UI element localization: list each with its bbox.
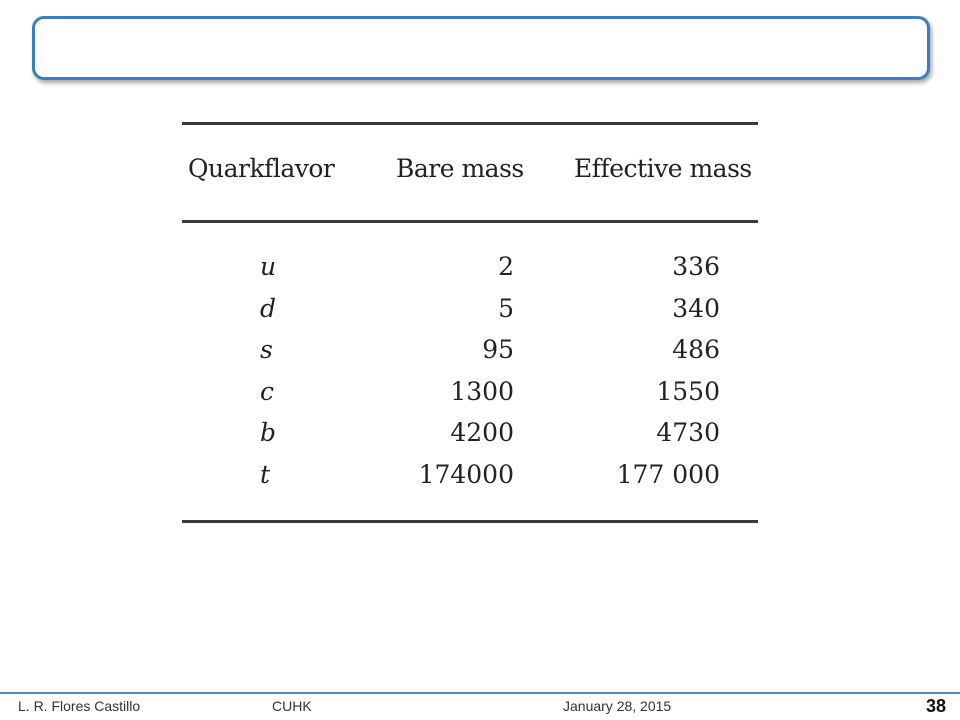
cell-effective-mass: 336 [672,252,720,281]
table-row [178,335,760,377]
table-top-rule [182,122,758,125]
table-header-rule [182,220,758,223]
table-row [178,294,760,336]
cell-effective-mass: 486 [672,335,720,364]
cell-bare-mass: 1300 [450,376,514,406]
header-bare-mass: Bare mass [396,154,524,183]
table-row [178,418,760,460]
table-row [178,252,760,294]
slide-title-box [32,16,930,80]
header-effective-mass: Effective mass [574,154,752,183]
cell-bare-mass: 4200 [450,418,514,447]
cell-effective-mass: 1550 [656,376,720,406]
cell-bare-mass: 174000 [418,459,514,489]
table-row [178,460,760,502]
footer-date: January 28, 2015 [563,698,672,714]
quark-mass-table [178,118,760,528]
footer-institution: CUHK [272,698,312,714]
cell-flavor: t [260,459,271,489]
cell-effective-mass: 340 [672,293,720,323]
table-bottom-rule [182,520,758,523]
cell-flavor: s [260,335,273,364]
cell-flavor: c [260,376,275,406]
table-body [178,252,760,501]
cell-effective-mass: 4730 [656,418,720,447]
cell-bare-mass: 5 [498,293,514,323]
cell-flavor: d [260,293,277,323]
table-row [178,377,760,419]
cell-flavor: b [260,418,277,447]
cell-effective-mass: 177 000 [616,459,720,489]
header-quark-flavor: Quarkflavor [188,154,335,183]
page-number: 38 [926,696,947,716]
cell-bare-mass: 95 [482,335,514,364]
footer-divider [0,692,960,694]
footer-author: L. R. Flores Castillo [18,698,141,714]
cell-bare-mass: 2 [498,252,514,281]
cell-flavor: u [260,252,277,281]
